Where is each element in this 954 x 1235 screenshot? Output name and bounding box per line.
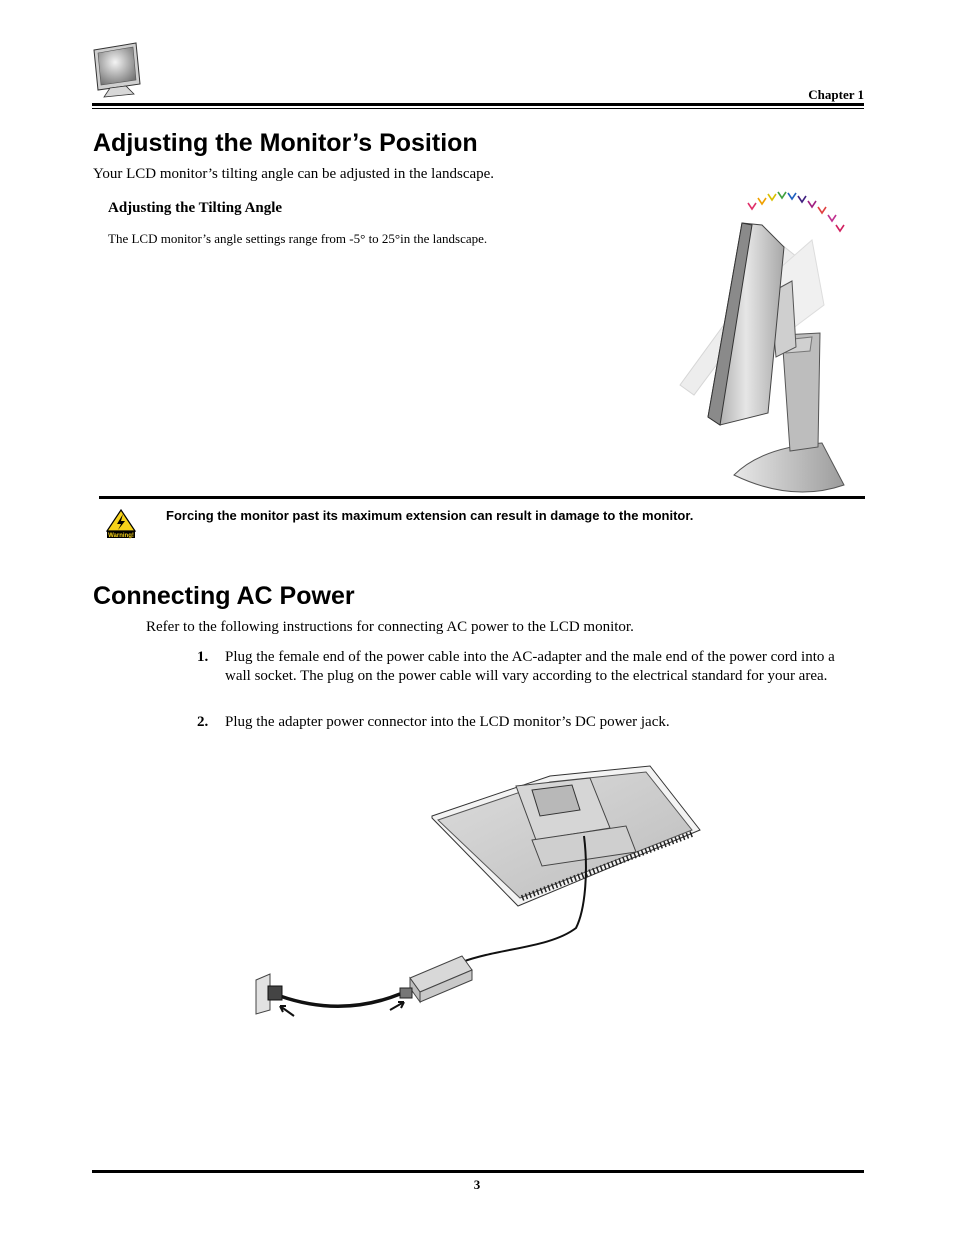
warning-text: Forcing the monitor past its maximum extension can result in damage to the monitor.	[166, 508, 694, 523]
header-rule-thick	[92, 103, 864, 106]
subheading-tilting-angle: Adjusting the Tilting Angle	[108, 200, 283, 216]
section-title-position: Adjusting the Monitor’s Position	[93, 129, 478, 157]
chapter-label: Chapter 1	[808, 87, 864, 102]
monitor-icon	[92, 42, 142, 98]
wall-socket	[256, 974, 282, 1014]
ac-adapter	[400, 956, 472, 1002]
step-number: 2.	[197, 714, 209, 730]
warning-icon-label: Warning!	[108, 533, 134, 539]
tilting-monitor-illustration	[672, 185, 852, 497]
step-item	[197, 648, 857, 704]
section-title-ac-power: Connecting AC Power	[93, 582, 355, 610]
page-number: 3	[473, 1177, 481, 1192]
step-number: 1.	[197, 649, 209, 665]
header-rule-thin	[92, 108, 864, 109]
monitor-back	[432, 766, 700, 906]
warning-icon	[106, 509, 136, 539]
power-connection-illustration	[250, 748, 705, 1018]
section-intro-position: Your LCD monitor’s tilting angle can be adjusted in the landscape.	[93, 166, 495, 182]
step-text: Plug the adapter power connector into the LCD monitor’s DC power jack.	[225, 714, 670, 730]
warning-rule	[99, 496, 865, 499]
step-item	[197, 713, 857, 733]
warning-icon-wrap	[106, 509, 136, 539]
header-logo	[92, 42, 142, 98]
section-intro-ac-power: Refer to the following instructions for connecting AC power to the LCD monitor.	[146, 619, 634, 635]
footer-rule	[92, 1170, 864, 1173]
step-text: Plug the female end of the power cable into the AC-adapter and the male end of the power cord into a wall socket. The plug on the power cable will vary according to the electrical standard for your area.	[225, 649, 835, 684]
tilting-angle-text: The LCD monitor’s angle settings range from -5° to 25°in the landscape.	[108, 231, 488, 246]
